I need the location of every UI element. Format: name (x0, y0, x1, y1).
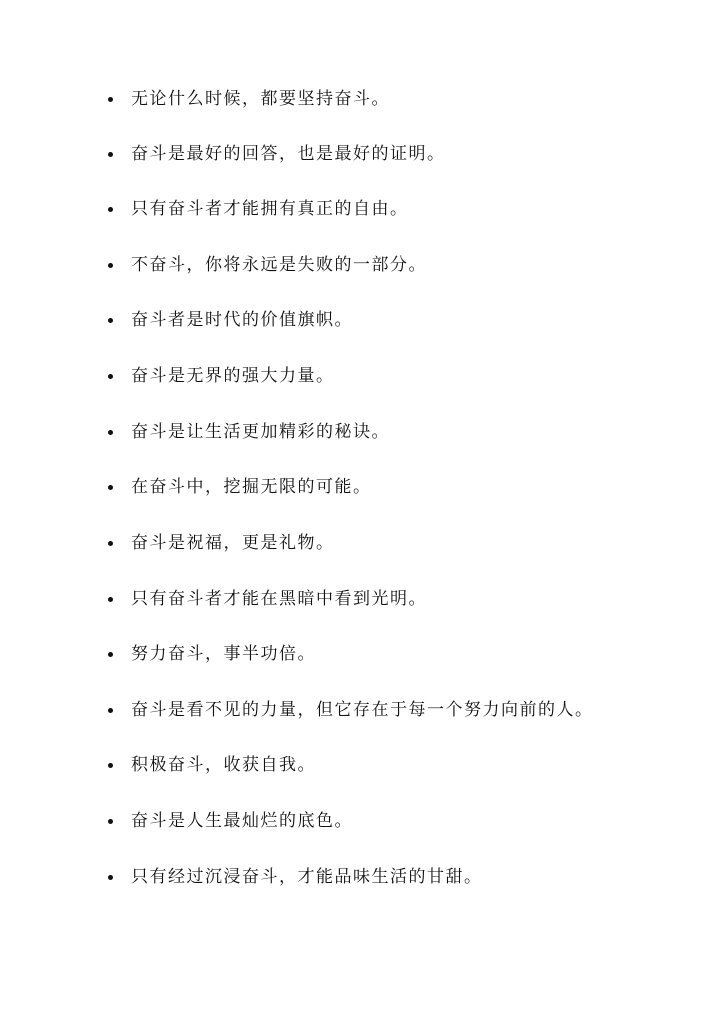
bullet-icon (108, 263, 113, 268)
list-item (108, 639, 316, 669)
bullet-icon (108, 652, 113, 657)
list-item (108, 194, 409, 224)
list-item (108, 305, 353, 335)
bullet-icon (108, 541, 113, 546)
list-item-text: 不奋斗，你将永远是失败的一部分。 (131, 255, 427, 275)
list-item-text: 只有经过沉浸奋斗，才能品味生活的甘甜。 (131, 867, 483, 887)
bullet-icon (108, 708, 113, 713)
bullet-icon (108, 485, 113, 490)
list-item-text: 奋斗是无界的强大力量。 (131, 366, 335, 386)
bullet-icon (108, 97, 113, 102)
list-item-text: 在奋斗中，挖掘无限的可能。 (131, 477, 372, 497)
list-item (108, 528, 335, 558)
list-item (108, 417, 390, 447)
list-item (108, 84, 390, 114)
list-item-text: 奋斗是看不见的力量，但它存在于每一个努力向前的人。 (131, 700, 594, 720)
list-item (108, 584, 427, 614)
bullet-icon (108, 819, 113, 824)
bullet-icon (108, 152, 113, 157)
bullet-icon (108, 763, 113, 768)
bullet-icon (108, 597, 113, 602)
list-item (108, 472, 372, 502)
list-item-text: 无论什么时候，都要坚持奋斗。 (131, 89, 390, 109)
bullet-icon (108, 875, 113, 880)
list-item-text: 奋斗是让生活更加精彩的秘诀。 (131, 422, 390, 442)
list-item (108, 250, 427, 280)
list-item (108, 361, 335, 391)
list-item (108, 695, 594, 725)
bullet-icon (108, 318, 113, 323)
bullet-icon (108, 430, 113, 435)
list-item-text: 努力奋斗，事半功倍。 (131, 644, 316, 664)
list-item (108, 862, 483, 892)
list-item-text: 奋斗是人生最灿烂的底色。 (131, 811, 353, 831)
list-item-text: 奋斗者是时代的价值旗帜。 (131, 310, 353, 330)
list-item-text: 只有奋斗者才能拥有真正的自由。 (131, 199, 409, 219)
bullet-icon (108, 374, 113, 379)
list-item-text: 只有奋斗者才能在黑暗中看到光明。 (131, 589, 427, 609)
list-item (108, 750, 316, 780)
list-item-text: 奋斗是祝福，更是礼物。 (131, 533, 335, 553)
list-item (108, 806, 353, 836)
list-item (108, 139, 446, 169)
list-item-text: 积极奋斗，收获自我。 (131, 755, 316, 775)
list-item-text: 奋斗是最好的回答，也是最好的证明。 (131, 144, 446, 164)
bullet-icon (108, 207, 113, 212)
